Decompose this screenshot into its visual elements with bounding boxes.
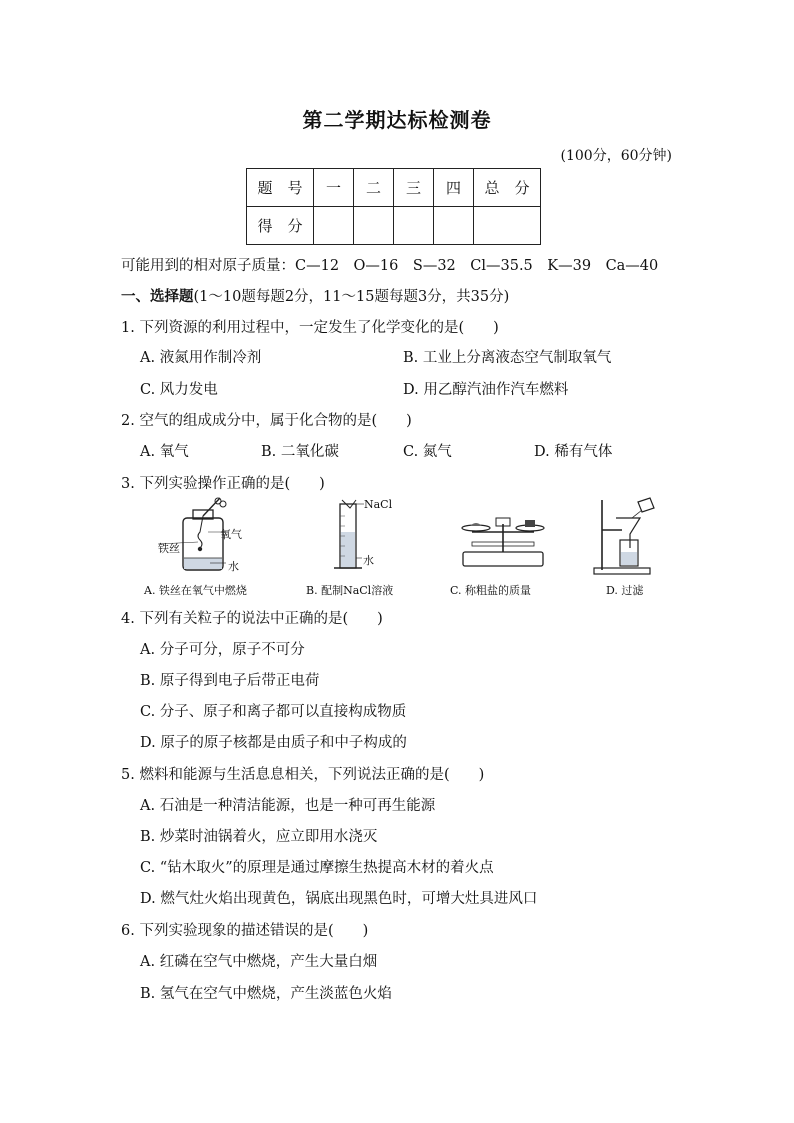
q2-option-a[interactable]: A. 氧气 (140, 444, 189, 460)
q5-stem: 5. 燃料和能源与生活息息相关，下列说法正确的是( ) (121, 767, 485, 783)
section-1-header (121, 285, 509, 306)
figure-d-filtration[interactable] (592, 496, 672, 596)
q5-option-b[interactable]: B. 炒菜时油锅着火，应立即用水浇灭 (140, 829, 378, 845)
score-header-label: 题 号 (247, 169, 314, 207)
gas-bottle-icon (150, 496, 260, 576)
q5-option-a[interactable]: A. 石油是一种清洁能源，也是一种可再生能源 (140, 798, 436, 814)
q2-option-d[interactable]: D. 稀有气体 (534, 444, 613, 460)
q5-option-c[interactable]: C. “钻木取火”的原理是通过摩擦生热提高木材的着火点 (140, 860, 494, 876)
score-cell-3[interactable] (394, 207, 434, 245)
score-cell-2[interactable] (354, 207, 394, 245)
q3-stem: 3. 下列实验操作正确的是( ) (121, 476, 325, 492)
section-1-heading: 一、选择题 (121, 288, 194, 305)
q1-option-d[interactable]: D. 用乙醇汽油作汽车燃料 (403, 382, 569, 398)
q4-option-d[interactable]: D. 原子的原子核都是由质子和中子构成的 (140, 735, 407, 751)
figure-c-caption: C. 称粗盐的质量 (450, 584, 532, 597)
q6-option-b[interactable]: B. 氢气在空气中燃烧，产生淡蓝色火焰 (140, 986, 392, 1002)
figure-a-iron-burning[interactable] (144, 496, 260, 597)
score-header-row (247, 169, 541, 207)
score-cell-4[interactable] (434, 207, 474, 245)
exam-meta: (100分，60分钟) (560, 148, 672, 164)
figure-b-caption: B. 配制NaCl溶液 (306, 584, 394, 597)
q2-option-c[interactable]: C. 氮气 (403, 444, 452, 460)
score-header-2: 二 (354, 169, 394, 207)
q1-stem: 1. 下列资源的利用过程中，一定发生了化学变化的是( ) (121, 320, 499, 336)
section-1-note: (1～10题每题2分，11～15题每题3分，共35分) (193, 289, 510, 305)
figure-b-nacl-solution[interactable] (300, 496, 420, 596)
q4-option-b[interactable]: B. 原子得到电子后带正电荷 (140, 673, 320, 689)
score-header-total: 总 分 (474, 169, 541, 207)
score-value-row (247, 207, 541, 245)
q5-option-d[interactable]: D. 燃气灶火焰出现黄色，锅底出现黑色时，可增大灶具进风口 (140, 891, 538, 907)
q6-option-a[interactable]: A. 红磷在空气中燃烧，产生大量白烟 (140, 954, 378, 970)
q4-stem: 4. 下列有关粒子的说法中正确的是( ) (121, 611, 383, 627)
q2-stem: 2. 空气的组成成分中，属于化合物的是( ) (121, 413, 412, 429)
q4-option-c[interactable]: C. 分子、原子和离子都可以直接构成物质 (140, 704, 407, 720)
score-table (246, 168, 541, 245)
q1-option-a[interactable]: A. 液氮用作制冷剂 (140, 350, 262, 366)
score-header-1: 一 (314, 169, 354, 207)
balance-scale-icon (448, 496, 558, 576)
figure-a-label-wire: 铁丝 (158, 542, 180, 555)
filtration-apparatus-icon (592, 496, 672, 576)
q1-option-c[interactable]: C. 风力发电 (140, 382, 218, 398)
score-header-3: 三 (394, 169, 434, 207)
figure-b-label-water: 水 (363, 554, 374, 567)
figure-a-caption: A. 铁丝在氧气中燃烧 (144, 584, 247, 597)
page-title: 第二学期达标检测卷 (302, 108, 492, 132)
q4-option-a[interactable]: A. 分子可分，原子不可分 (140, 642, 305, 658)
score-header-4: 四 (434, 169, 474, 207)
q1-option-b[interactable]: B. 工业上分离液态空气制取氧气 (403, 350, 612, 366)
score-cell-total[interactable] (474, 207, 541, 245)
atomic-masses: 可能用到的相对原子质量：C—12 O—16 S—32 Cl—35.5 K—39 Ca—40 (121, 258, 659, 274)
figure-a-label-oxygen: 氧气 (220, 528, 242, 541)
score-row-label: 得 分 (247, 207, 314, 245)
q2-option-b[interactable]: B. 二氧化碳 (261, 444, 339, 460)
figure-b-label-nacl: NaCl (364, 498, 393, 511)
graduated-cylinder-icon (300, 496, 420, 576)
figure-d-caption: D. 过滤 (606, 584, 644, 597)
score-cell-1[interactable] (314, 207, 354, 245)
q6-stem: 6. 下列实验现象的描述错误的是( ) (121, 923, 369, 939)
figure-c-weighing[interactable] (448, 496, 558, 596)
figure-a-label-water: 水 (228, 560, 239, 573)
